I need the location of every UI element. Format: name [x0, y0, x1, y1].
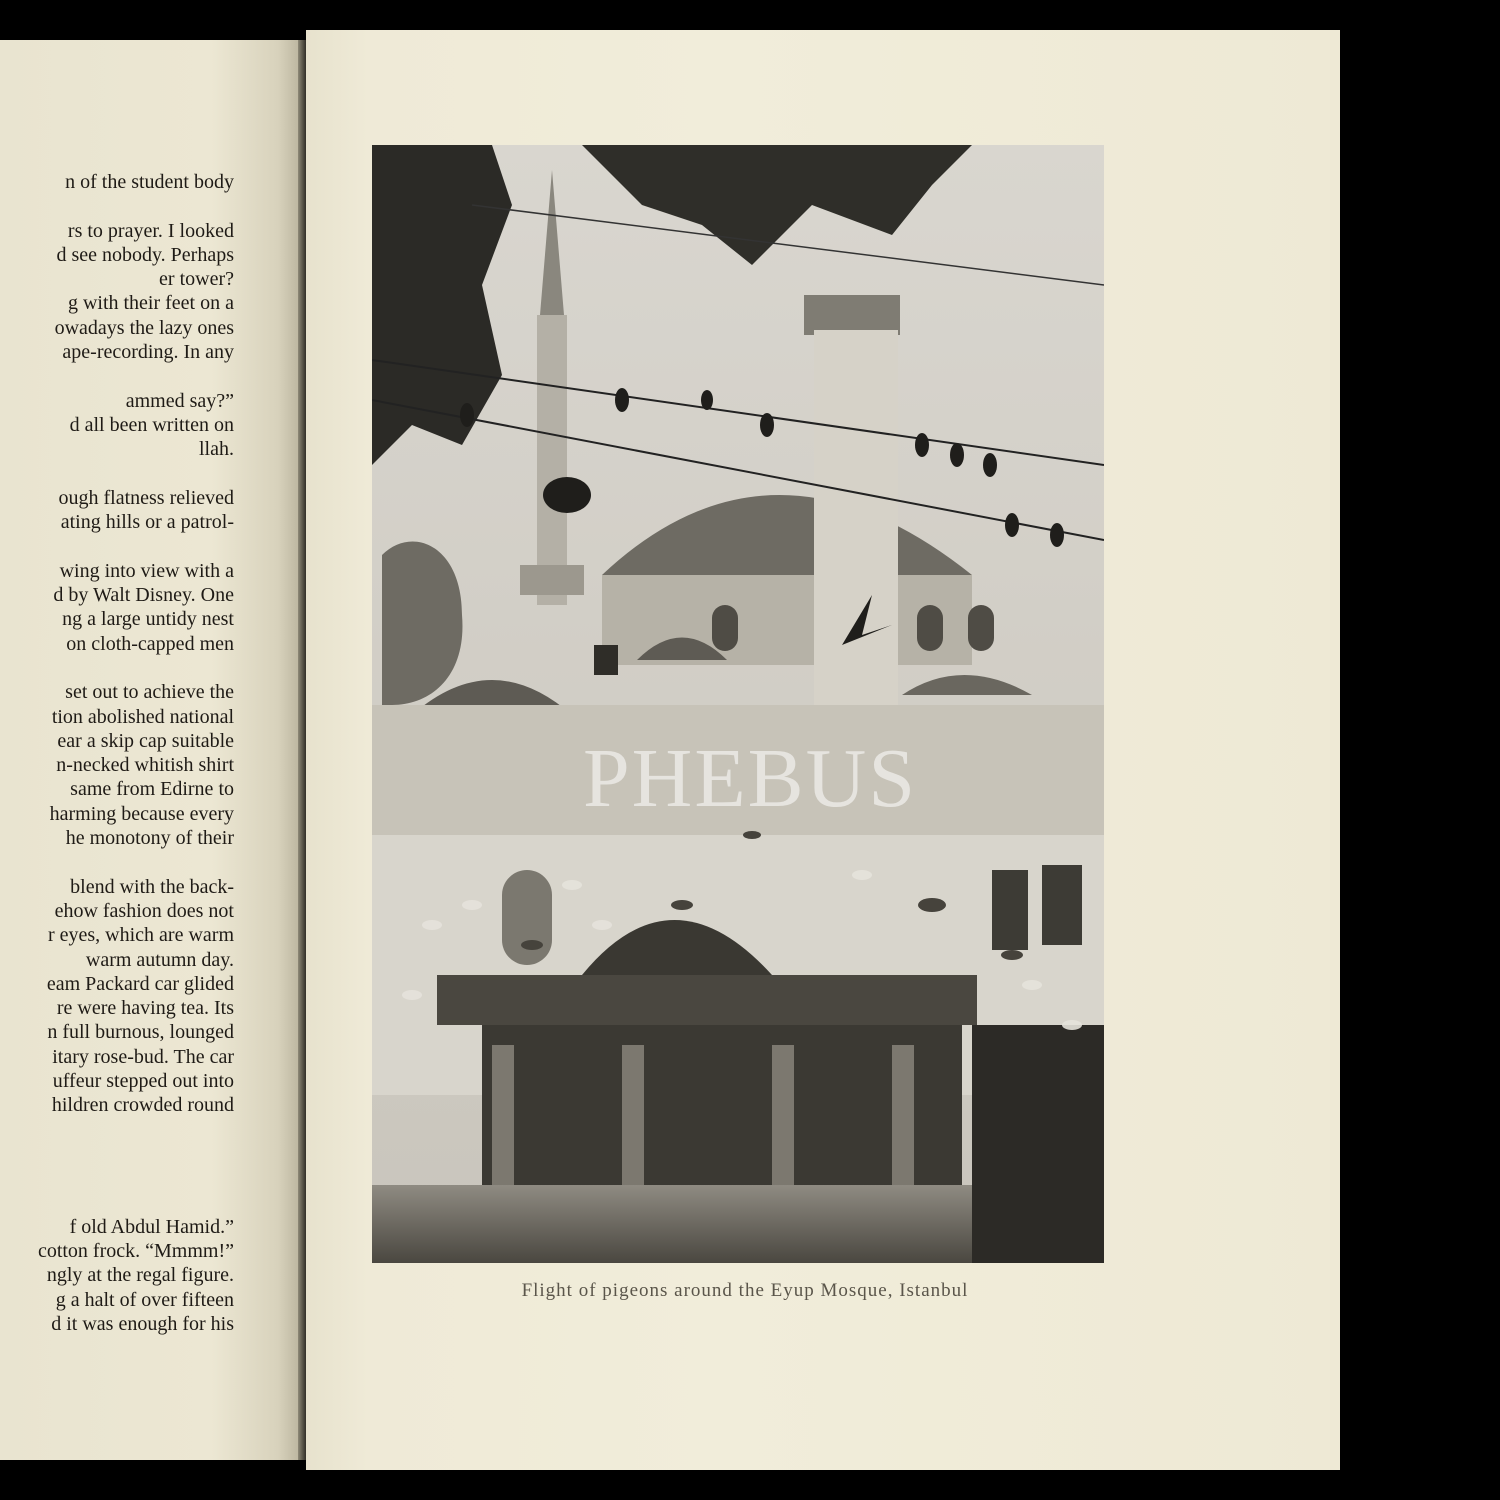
text-line: ating hills or a patrol- — [60, 511, 234, 534]
text-line: f old Abdul Hamid.” — [69, 1215, 234, 1238]
text-line: eam Packard car glided — [46, 972, 234, 995]
paragraph-gap — [0, 1118, 234, 1142]
text-line: n-necked whitish shirt — [56, 754, 234, 777]
mosque-photo-illustration — [372, 145, 1104, 1263]
text-line: d it was enough for his — [51, 1312, 234, 1335]
paragraph-gap — [0, 1166, 234, 1190]
text-line: ough flatness relieved — [58, 486, 234, 509]
text-line: set out to achieve the — [65, 681, 234, 704]
paragraph-gap — [0, 462, 234, 486]
text-line: owadays the lazy ones — [54, 316, 234, 339]
text-line: itary rose-bud. The car — [52, 1045, 234, 1068]
photo-caption: Flight of pigeons around the Eyup Mosque, Istanbul — [521, 1280, 969, 1301]
text-line: g with their feet on a — [67, 292, 234, 315]
paragraph-gap — [0, 1190, 234, 1214]
mosque-photograph — [372, 145, 1104, 1263]
text-line: ear a skip cap suitable — [57, 729, 234, 752]
text-line: d see nobody. Perhaps — [56, 243, 234, 266]
text-line: on cloth-capped men — [66, 632, 234, 655]
text-line: wing into view with a — [59, 559, 234, 582]
text-line: he monotony of their — [65, 827, 234, 850]
left-page — [0, 40, 302, 1460]
paragraph-gap — [0, 364, 234, 388]
text-line: same from Edirne to — [70, 778, 234, 801]
text-line: d by Walt Disney. One — [53, 584, 234, 607]
text-line: hildren crowded round — [51, 1094, 234, 1117]
text-line: n full burnous, lounged — [47, 1021, 234, 1044]
paragraph-gap — [0, 534, 234, 558]
left-page-text — [0, 170, 234, 1336]
text-line: r eyes, which are warm — [47, 924, 234, 947]
text-line: ape-recording. In any — [62, 341, 234, 364]
text-line: g a halt of over fifteen — [55, 1288, 234, 1311]
paragraph-gap — [0, 850, 234, 874]
text-line: ammed say?” — [125, 389, 234, 412]
paragraph-gap — [0, 1142, 234, 1166]
paragraph-gap — [0, 194, 234, 218]
text-line: harming because every — [49, 802, 234, 825]
text-line: rs to prayer. I looked — [67, 219, 234, 242]
text-line: ng a large untidy nest — [62, 608, 234, 631]
text-line: cotton frock. “Mmmm!” — [37, 1240, 234, 1263]
text-line: er tower? — [159, 268, 234, 291]
text-line: re were having tea. Its — [56, 997, 234, 1020]
text-line: ngly at the regal figure. — [46, 1264, 234, 1287]
text-line: blend with the back- — [70, 875, 234, 898]
text-line: warm autumn day. — [85, 948, 234, 971]
text-line: uffeur stepped out into — [52, 1069, 234, 1092]
text-line: llah. — [199, 438, 234, 461]
text-line: tion abolished national — [51, 705, 234, 728]
paragraph-gap — [0, 656, 234, 680]
text-line: n of the student body — [65, 171, 234, 193]
text-line: d all been written on — [69, 413, 234, 436]
text-line: ehow fashion does not — [54, 899, 234, 922]
watermark: PHEBUS — [582, 732, 918, 825]
